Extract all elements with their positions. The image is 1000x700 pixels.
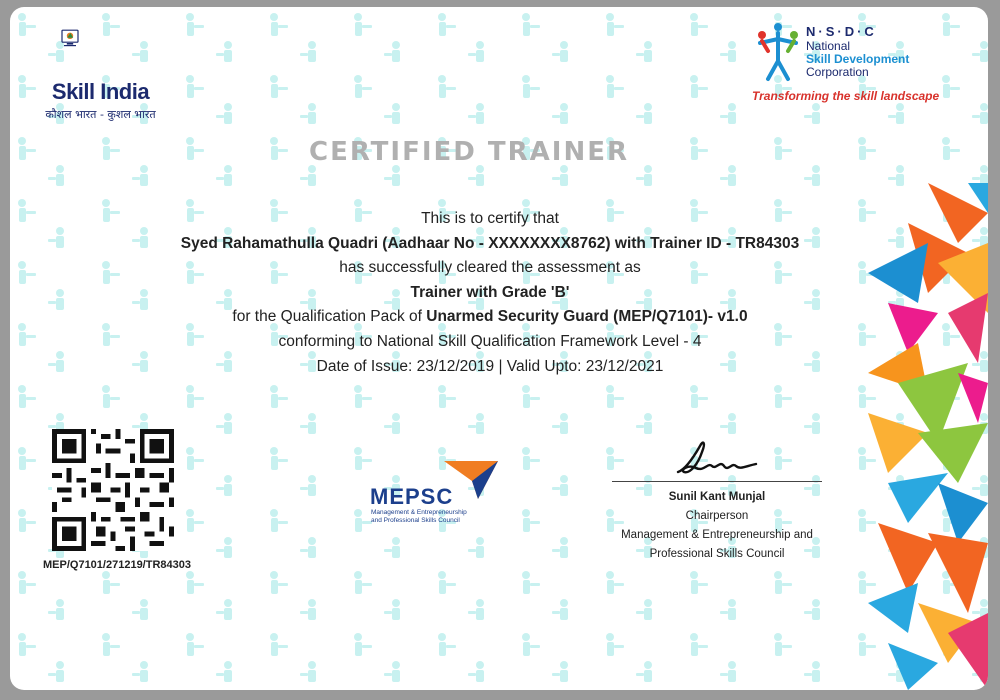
qualification-pack: Unarmed Security Guard (MEP/Q7101)- v1.0: [426, 308, 748, 326]
qualification-prefix: for the Qualification Pack of: [232, 308, 427, 326]
qr-code: [52, 429, 174, 551]
certificate-body: [170, 207, 810, 379]
signatory-org-line1: Management & Entrepreneurship and: [621, 529, 813, 541]
trainer-identity: Syed Rahamathulla Quadri (Aadhaar No - XXXXXXXX8762) with Trainer ID - TR84303: [180, 234, 800, 252]
grade-line: Trainer with Grade 'B': [410, 283, 570, 301]
certify-line: This is to certify that: [421, 210, 559, 227]
skill-india-name: Skill India: [51, 79, 150, 104]
certificate-title: CERTIFIED TRAINER: [308, 137, 630, 167]
nsdc-abbr: N·S·D·C: [806, 24, 877, 39]
decorative-triangles: [868, 183, 988, 690]
dates-line: Date of Issue: 23/12/2019 | Valid Upto: 23/12/2021: [316, 357, 664, 375]
mepsc-name: MEPSC: [370, 484, 454, 509]
skill-india-logo: [60, 25, 120, 77]
mepsc-fullname-line1: Management & Entrepreneurship: [371, 509, 467, 516]
nsdc-name-line2: Skill Development: [806, 52, 910, 66]
signatory-org-line2: Professional Skills Council: [649, 548, 785, 560]
assessment-line: has successfully cleared the assessment as: [339, 259, 641, 277]
skill-india-tagline: कौशल भारत - कुशल भारत: [45, 108, 156, 121]
certificate: [10, 7, 988, 690]
nsdc-tagline: Transforming the skill landscape: [752, 89, 940, 103]
signature-line: [612, 481, 822, 482]
nsdc-full-name: [806, 40, 909, 79]
signatory-block: [612, 488, 822, 564]
nsdc-figure-icon: [752, 21, 804, 83]
nsdc-name-line3: Corporation: [806, 65, 869, 79]
mepsc-fullname-line2: and Professional Skills Council: [371, 517, 460, 524]
signature: [670, 432, 780, 482]
nsqf-line: conforming to National Skill Qualification Framework Level - 4: [278, 332, 702, 350]
nsdc-name-line1: National: [806, 39, 851, 53]
qualification-line: [170, 305, 810, 330]
mepsc-fullname: [371, 509, 467, 525]
qr-reference-code: MEP/Q7101/271219/TR84303: [43, 559, 191, 571]
signatory-name: Sunil Kant Munjal: [668, 491, 766, 503]
signatory-designation: Chairperson: [685, 510, 749, 522]
